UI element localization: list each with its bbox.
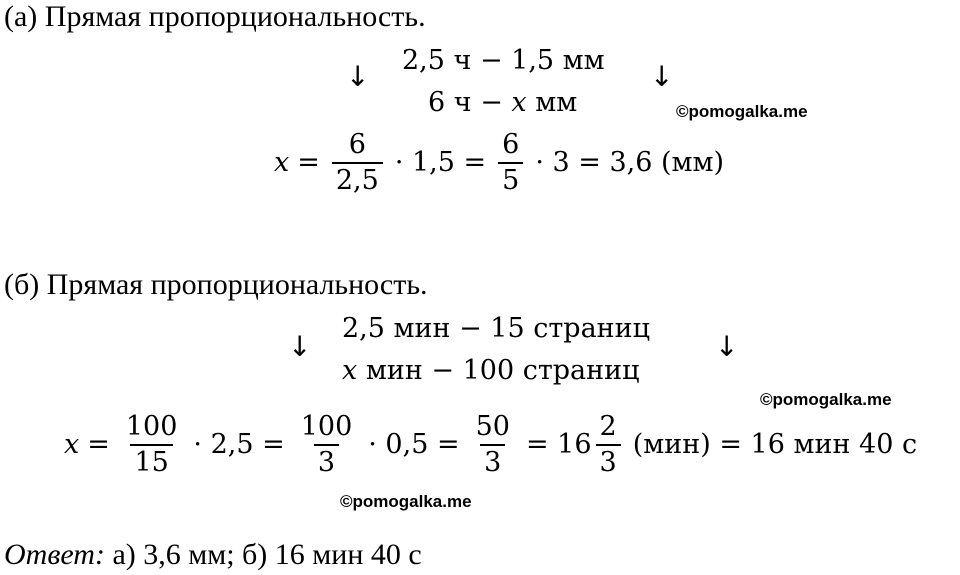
answer-text: а) 3,6 мм; б) 16 мин 40 с [104,538,422,571]
answer-label: Ответ: [4,538,105,571]
eq-term: · 3 = 3,6 (мм) [535,147,725,178]
eq-term: = 16 [525,429,592,460]
eq-term: · 2,5 = [193,429,285,460]
part-a-heading: (а) Прямая пропорциональность. [4,0,426,33]
eq-sign: = [297,147,320,178]
denominator: 15 [130,444,172,478]
denominator: 3 [314,444,339,478]
part-a-proportion-line-1: 2,5 ч − 1,5 мм [402,45,605,76]
numerator: 6 [348,129,366,160]
numerator: 100 [300,411,353,442]
part-b-equation [60,412,921,478]
arrow-down-icon: ↓ [346,60,370,93]
eq-sign: = [87,429,110,460]
fraction [118,412,186,478]
fraction [468,412,518,478]
arrow-down-icon: ↓ [650,60,674,93]
part-a-variable: x [511,87,527,118]
denominator: 3 [480,444,505,478]
part-a-proportion-line-2 [428,88,577,118]
eq-term: · 1,5 = [394,147,487,178]
fraction [592,412,625,478]
arrow-down-icon: ↓ [715,330,739,363]
part-b-line2-rest: мин − 100 страниц [357,355,640,386]
eq-variable: x [274,147,290,178]
numerator: 6 [502,129,520,160]
numerator: 2 [599,411,617,442]
fraction [494,130,527,196]
fraction [293,412,361,478]
part-a-equation [270,130,728,196]
fraction [328,130,387,196]
eq-term: (мин) = 16 мин 40 с [632,429,918,460]
eq-variable: x [64,429,80,460]
answer-line [4,540,422,570]
arrow-down-icon: ↓ [288,330,312,363]
denominator: 5 [498,162,523,196]
eq-term: · 0,5 = [368,429,460,460]
part-a-line2-unit: мм [526,87,578,118]
numerator: 50 [475,411,510,442]
denominator: 3 [596,444,621,478]
watermark: ©pomogalka.me [760,390,892,409]
part-b-proportion-line-1: 2,5 мин − 15 страниц [342,313,651,344]
watermark: ©pomogalka.me [340,492,472,511]
watermark: ©pomogalka.me [676,102,808,121]
part-a-line2-prefix: 6 ч − [428,87,512,118]
numerator: 100 [125,411,178,442]
denominator: 2,5 [332,162,383,196]
part-b-proportion-line-2 [342,356,640,386]
part-b-variable: x [342,355,358,386]
part-b-heading: (б) Прямая пропорциональность. [4,268,428,301]
